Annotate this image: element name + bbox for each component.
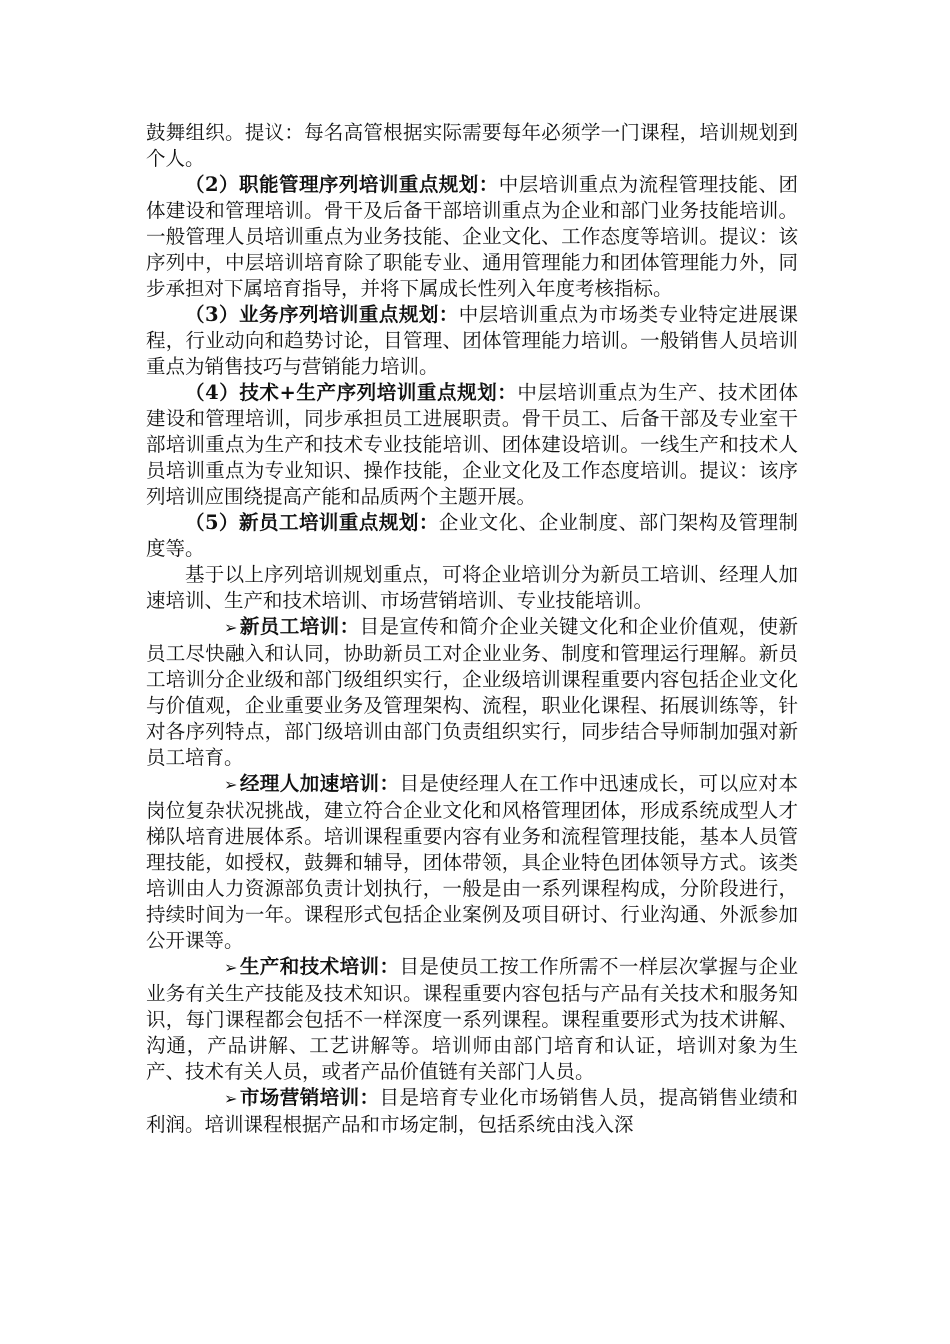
arrow-bullet-icon: ➢ — [224, 958, 238, 977]
bullet-heading: 生产和技术培训： — [239, 955, 400, 978]
bullet-text: 目是使经理人在工作中迅速成长，可以应对本岗位复杂状况挑战，建立符合企业文化和风格管理团体，形成系统成型人才梯队培育进展体系。培训课程重要内容有业务和流程管理技能，基本人员管理技能，如授权，鼓舞和辅导，团体带领，具企业特色团体领导方式。该类培训由人力资源部负责计划执行，一般是由一系列课程构成，分阶段进行，持续时间为一年。课程形式包括企业案例及项目研讨、行业沟通、外派参加公开课等。 — [146, 772, 798, 952]
paragraph-text: 中层培训重点为市场类专业特定进展课程，行业动向和趋势讨论，目管理、团体管理能力培训。一般销售人员培训重点为销售技巧与营销能力培训。 — [146, 303, 798, 378]
document-page — [146, 120, 798, 1138]
paragraph-functional-management — [146, 172, 798, 302]
bullet-new-employee-training — [146, 614, 798, 771]
paragraph-heading: （3）业务序列培训重点规划： — [185, 303, 459, 326]
bullet-manager-training — [146, 771, 798, 954]
paragraph-business-sequence — [146, 302, 798, 380]
paragraph-intro — [146, 120, 798, 172]
paragraph-text: 基于以上序列培训规划重点，可将企业培训分为新员工培训、经理人加速培训、生产和技术培训、市场营销培训、专业技能培训。 — [146, 563, 798, 612]
paragraph-text: 中层培训重点为生产、技术团体建设和管理培训，同步承担员工进展职责。骨干员工、后备干部及专业室干部培训重点为生产和技术专业技能培训、团体建设培训。一线生产和技术人员培训重点为专业知识、操作技能，企业文化及工作态度培训。提议：该序列培训应围绕提高产能和品质两个主题开展。 — [146, 381, 798, 508]
paragraph-text: 企业文化、企业制度、部门架构及管理制度等。 — [146, 511, 798, 560]
bullet-marketing-training — [146, 1085, 798, 1138]
bullet-text: 目是使员工按工作所需不一样层次掌握与企业业务有关生产技能及技术知识。课程重要内容包括与产品有关技术和服务知识，每门课程都会包括不一样深度一系列课程。课程重要形式为技术讲解、沟通，产品讲解、工艺讲解等。培训师由部门培育和认证，培训对象为生产、技术有关人员，或者产品价值链有关部门人员。 — [146, 955, 798, 1083]
bullet-heading: 经理人加速培训： — [239, 772, 400, 795]
arrow-bullet-icon: ➢ — [224, 618, 238, 637]
bullet-text: 目是宣传和简介企业关键文化和企业价值观，使新员工尽快融入和认同，协助新员工对企业业务、制度和管理运行理解。新员工培训分企业级和部门级组织实行，企业级培训课程重要内容包括企业文化与价值观，企业重要业务及管理架构、流程，职业化课程、拓展训练等，针对各序列特点，部门级培训由部门负责组织实行，同步结合导师制加强对新员工培育。 — [146, 615, 798, 769]
paragraph-heading: （5）新员工培训重点规划： — [185, 511, 439, 534]
bullet-heading: 新员工培训： — [239, 615, 360, 638]
arrow-bullet-icon: ➢ — [224, 1089, 238, 1108]
paragraph-text: 鼓舞组织。提议：每名高管根据实际需要每年必须学一门课程，培训规划到个人。 — [146, 121, 798, 170]
paragraph-text: 中层培训重点为流程管理技能、团体建设和管理培训。骨干及后备干部培训重点为企业和部门业务技能培训。一般管理人员培训重点为业务技能、企业文化、工作态度等培训。提议：该序列中，中层培训培育除了职能专业、通用管理能力和团体管理能力外，同步承担对下属培育指导，并将下属成长性列入年度考核指标。 — [146, 173, 798, 300]
paragraph-summary — [146, 562, 798, 614]
bullet-production-tech-training — [146, 954, 798, 1085]
paragraph-heading: （2）职能管理序列培训重点规划： — [185, 173, 499, 196]
paragraph-new-employee-plan — [146, 510, 798, 562]
paragraph-tech-production — [146, 380, 798, 510]
arrow-bullet-icon: ➢ — [224, 775, 238, 794]
bullet-text: 目是培育专业化市场销售人员，提高销售业绩和利润。培训课程根据产品和市场定制，包括系统由浅入深 — [146, 1086, 798, 1136]
bullet-heading: 市场营销培训： — [239, 1086, 380, 1109]
paragraph-heading: （4）技术+生产序列培训重点规划： — [185, 381, 518, 404]
